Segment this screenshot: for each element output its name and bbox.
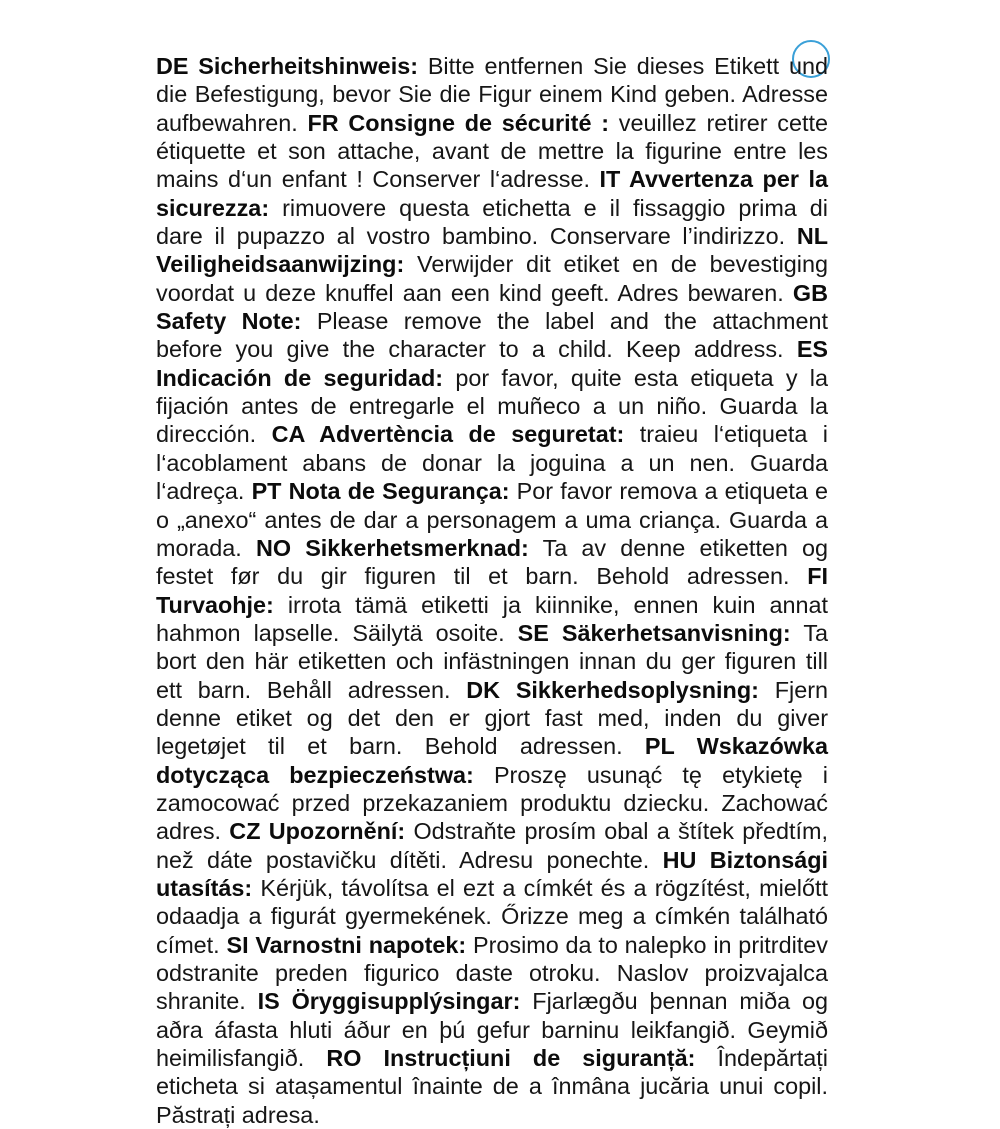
notice-body-nl: Verwijder dit etiket en de bevestiging voordat u deze knuffel aan een kind geeft. Adres bewaren. (156, 251, 828, 306)
notice-heading-ro: RO Instrucțiuni de siguranță: (326, 1045, 696, 1072)
notice-body-se: Ta bort den här etiketten och infästningen innan du ger figuren till ett barn. Behåll adressen. (156, 619, 829, 703)
notice-body-hu: Kérjük, távolítsa el ezt a címkét és a rögzítést, mielőtt odaadja a figurát gyermekének. Őrizze meg a címkén található címet. (156, 874, 828, 958)
notice-body-no: Ta av denne etiketten og festet før du gir figuren til et barn. Behold adressen. (156, 534, 829, 590)
notice-body-de: Bitte entfernen Sie dieses Etikett und die Befestigung, bevor Sie die Figur einem Kind geben. Adresse aufbewahren. (156, 53, 829, 136)
notice-heading-it: IT Avvertenza per la sicurezza: (156, 166, 829, 221)
notice-body-cz: Odstraňte prosím obal a štítek předtím, než dáte postavičku dítěti. Adresu ponechte. (156, 818, 828, 873)
notice-heading-hu: HU Biztonsági utasítás: (156, 846, 828, 901)
notice-heading-pt: PT Nota de Segurança: (251, 478, 510, 505)
notice-heading-ca: CA Advertència de seguretat: (271, 421, 625, 448)
notice-body-dk: Fjern denne etiket og det den er gjort fast med, inden du giver legetøjet til et barn. Behold adressen. (156, 676, 828, 760)
safety-notice-text (156, 52, 828, 1129)
notice-heading-is: IS Öryggisupplýsingar: (257, 988, 521, 1015)
notice-body-si: Prosimo da to nalepko in pritrditev odstranite preden figurico daste otroku. Naslov proizvajalca shranite. (156, 931, 829, 1015)
notice-body-gb: Please remove the label and the attachment before you give the character to a child. Keep address. (156, 308, 828, 363)
notice-heading-de: DE Sicherheitshinweis: (156, 53, 418, 79)
notice-heading-dk: DK Sikkerhedsoplysning: (466, 676, 759, 703)
notice-heading-fi: FI Turvaohje: (156, 563, 829, 618)
notice-body-ca: traieu l‘etiqueta i l‘acoblament abans de donar la joguina a un nen. Guarda l‘adreça. (156, 421, 829, 505)
notice-heading-gb: GB Safety Note: (156, 279, 829, 335)
notice-heading-no: NO Sikkerhetsmerknad: (255, 534, 529, 561)
notice-body-pt: Por favor remova a etiqueta e o „anexo“ antes de dar a personagem a uma criança. Guarda a morada. (156, 478, 828, 561)
notice-heading-pl: PL Wskazówka dotycząca bezpieczeństwa: (156, 733, 829, 788)
notice-heading-fr: FR Consigne de sécurité : (307, 109, 609, 136)
notice-body-es: por favor, quite esta etiqueta y la fijación antes de entregarle el muñeco a un niño. Guarda la dirección. (156, 364, 828, 448)
notice-body-it: rimuovere questa etichetta e il fissaggio prima di dare il pupazzo al vostro bambino. Conservare l’indirizzo. (156, 194, 829, 250)
notice-body-fi: irrota tämä etiketti ja kiinnike, ennen kuin annat hahmon lapselle. Säilytä osoite. (156, 591, 828, 646)
notice-body-is: Fjarlægðu þennan miða og aðra áfasta hluti áður en þú gefur barninu leikfangið. Geymið heimilisfangið. (156, 988, 829, 1072)
notice-heading-si: SI Varnostni napotek: (226, 931, 467, 958)
notice-heading-se: SE Säkerhetsanvisning: (517, 619, 791, 646)
notice-body-fr: veuillez retirer cette étiquette et son attache, avant de mettre la figurine entre les mains d‘un enfant ! Conserver l‘adresse. (156, 109, 829, 193)
notice-heading-nl: NL Veiligheidsaanwijzing: (156, 223, 828, 278)
notice-heading-es: ES Indicación de seguridad: (156, 336, 829, 391)
notice-body-pl: Proszę usunąć tę etykietę i zamocować przed przekazaniem produktu dziecku. Zachować adres. (156, 761, 828, 845)
notice-body-ro: Îndepărtați eticheta si atașamentul înainte de a înmâna jucăria unui copil. Păstrați adresa. (156, 1045, 829, 1128)
notice-heading-cz: CZ Upozornění: (229, 818, 406, 845)
